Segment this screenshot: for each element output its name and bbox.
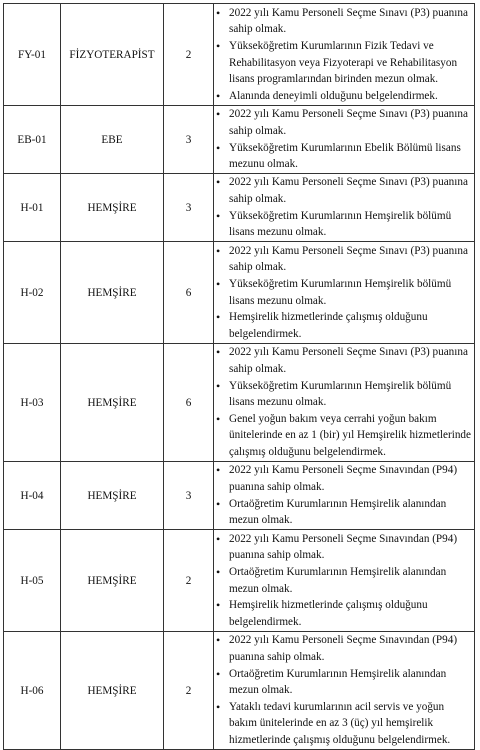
requirements-list — [214, 106, 474, 172]
requirement-item: • 2022 yılı Kamu Personeli Seçme Sınavı (P3) puanına sahip olmak. — [214, 106, 474, 139]
requirements-cell — [214, 242, 475, 344]
requirements-list — [214, 5, 474, 105]
table-row — [4, 344, 475, 462]
requirements-list — [214, 243, 474, 343]
requirement-item: • Hemşirelik hizmetlerinde çalışmış olduğunu belgelendirmek. — [214, 597, 474, 630]
requirement-item: • Yataklı tedavi kurumlarının acil servis ve yoğun bakım ünitelerinde en az 3 (üç) yıl hemşirelik hizmetlerinde çalışmış olduğunu belgelendirmek. — [214, 699, 474, 749]
position-code: H-03 — [4, 344, 61, 462]
position-title: HEMŞİRE — [61, 344, 164, 462]
position-count: 3 — [164, 174, 214, 242]
requirement-item: • 2022 yılı Kamu Personeli Seçme Sınavından (P94) puanına sahip olmak. — [214, 531, 474, 564]
position-code: H-06 — [4, 632, 61, 750]
position-title: HEMŞİRE — [61, 242, 164, 344]
position-title: HEMŞİRE — [61, 462, 164, 530]
table-row — [4, 632, 475, 750]
requirements-cell — [214, 106, 475, 174]
position-count: 2 — [164, 632, 214, 750]
requirements-list — [214, 344, 474, 460]
requirements-cell — [214, 4, 475, 106]
requirement-item: • 2022 yılı Kamu Personeli Seçme Sınavı (P3) puanına sahip olmak. — [214, 174, 474, 207]
table-row — [4, 242, 475, 344]
position-code: H-05 — [4, 530, 61, 632]
positions-table — [3, 3, 475, 750]
position-count: 3 — [164, 106, 214, 174]
position-title: HEMŞİRE — [61, 632, 164, 750]
requirement-item: • Yükseköğretim Kurumlarının Fizik Tedavi ve Rehabilitasyon veya Fizyoterapi ve Rehabilitasyon lisans programlarından birinden mezun olmak. — [214, 38, 474, 88]
table-row — [4, 462, 475, 530]
requirement-item: • Alanında deneyimli olduğunu belgelendirmek. — [214, 88, 474, 105]
requirements-list — [214, 462, 474, 528]
requirement-item: • 2022 yılı Kamu Personeli Seçme Sınavı (P3) puanına sahip olmak. — [214, 243, 474, 276]
table-row — [4, 106, 475, 174]
position-count: 3 — [164, 462, 214, 530]
requirement-item: • Yükseköğretim Kurumlarının Hemşirelik bölümü lisans mezunu olmak. — [214, 208, 474, 241]
table-row — [4, 4, 475, 106]
requirement-item: • 2022 yılı Kamu Personeli Seçme Sınavı (P3) puanına sahip olmak. — [214, 5, 474, 38]
position-code: H-02 — [4, 242, 61, 344]
requirement-item: • Hemşirelik hizmetlerinde çalışmış olduğunu belgelendirmek. — [214, 309, 474, 342]
requirement-item: • Ortaöğretim Kurumlarının Hemşirelik alanından mezun olmak. — [214, 496, 474, 529]
position-title: HEMŞİRE — [61, 174, 164, 242]
position-code: H-01 — [4, 174, 61, 242]
requirement-item: • Yükseköğretim Kurumlarının Hemşirelik bölümü lisans mezunu olmak. — [214, 276, 474, 309]
requirement-item: • 2022 yılı Kamu Personeli Seçme Sınavından (P94) puanına sahip olmak. — [214, 462, 474, 495]
requirement-item: • 2022 yılı Kamu Personeli Seçme Sınavından (P94) puanına sahip olmak. — [214, 632, 474, 665]
requirement-item: • Genel yoğun bakım veya cerrahi yoğun bakım ünitelerinde en az 1 (bir) yıl Hemşirelik hizmetlerinde çalışmış olduğunu belgelendirmek. — [214, 411, 474, 461]
position-count: 2 — [164, 530, 214, 632]
requirement-item: • Ortaöğretim Kurumlarının Hemşirelik alanından mezun olmak. — [214, 564, 474, 597]
position-title: HEMŞİRE — [61, 530, 164, 632]
position-code: H-04 — [4, 462, 61, 530]
requirements-list — [214, 632, 474, 748]
requirements-cell — [214, 632, 475, 750]
requirements-cell — [214, 462, 475, 530]
table-row — [4, 174, 475, 242]
requirements-cell — [214, 174, 475, 242]
requirement-item: • 2022 yılı Kamu Personeli Seçme Sınavı (P3) puanına sahip olmak. — [214, 344, 474, 377]
requirements-cell — [214, 344, 475, 462]
position-count: 6 — [164, 242, 214, 344]
table-row — [4, 530, 475, 632]
positions-table-body — [4, 4, 475, 750]
position-count: 6 — [164, 344, 214, 462]
requirements-cell — [214, 530, 475, 632]
requirement-item: • Ortaöğretim Kurumlarının Hemşirelik alanından mezun olmak. — [214, 666, 474, 699]
requirements-list — [214, 174, 474, 240]
requirements-list — [214, 531, 474, 631]
requirement-item: • Yükseköğretim Kurumlarının Hemşirelik bölümü lisans mezunu olmak. — [214, 378, 474, 411]
position-title: EBE — [61, 106, 164, 174]
requirement-item: • Yükseköğretim Kurumlarının Ebelik Bölümü lisans mezunu olmak. — [214, 140, 474, 173]
position-title: FİZYOTERAPİST — [61, 4, 164, 106]
position-count: 2 — [164, 4, 214, 106]
position-code: EB-01 — [4, 106, 61, 174]
position-code: FY-01 — [4, 4, 61, 106]
